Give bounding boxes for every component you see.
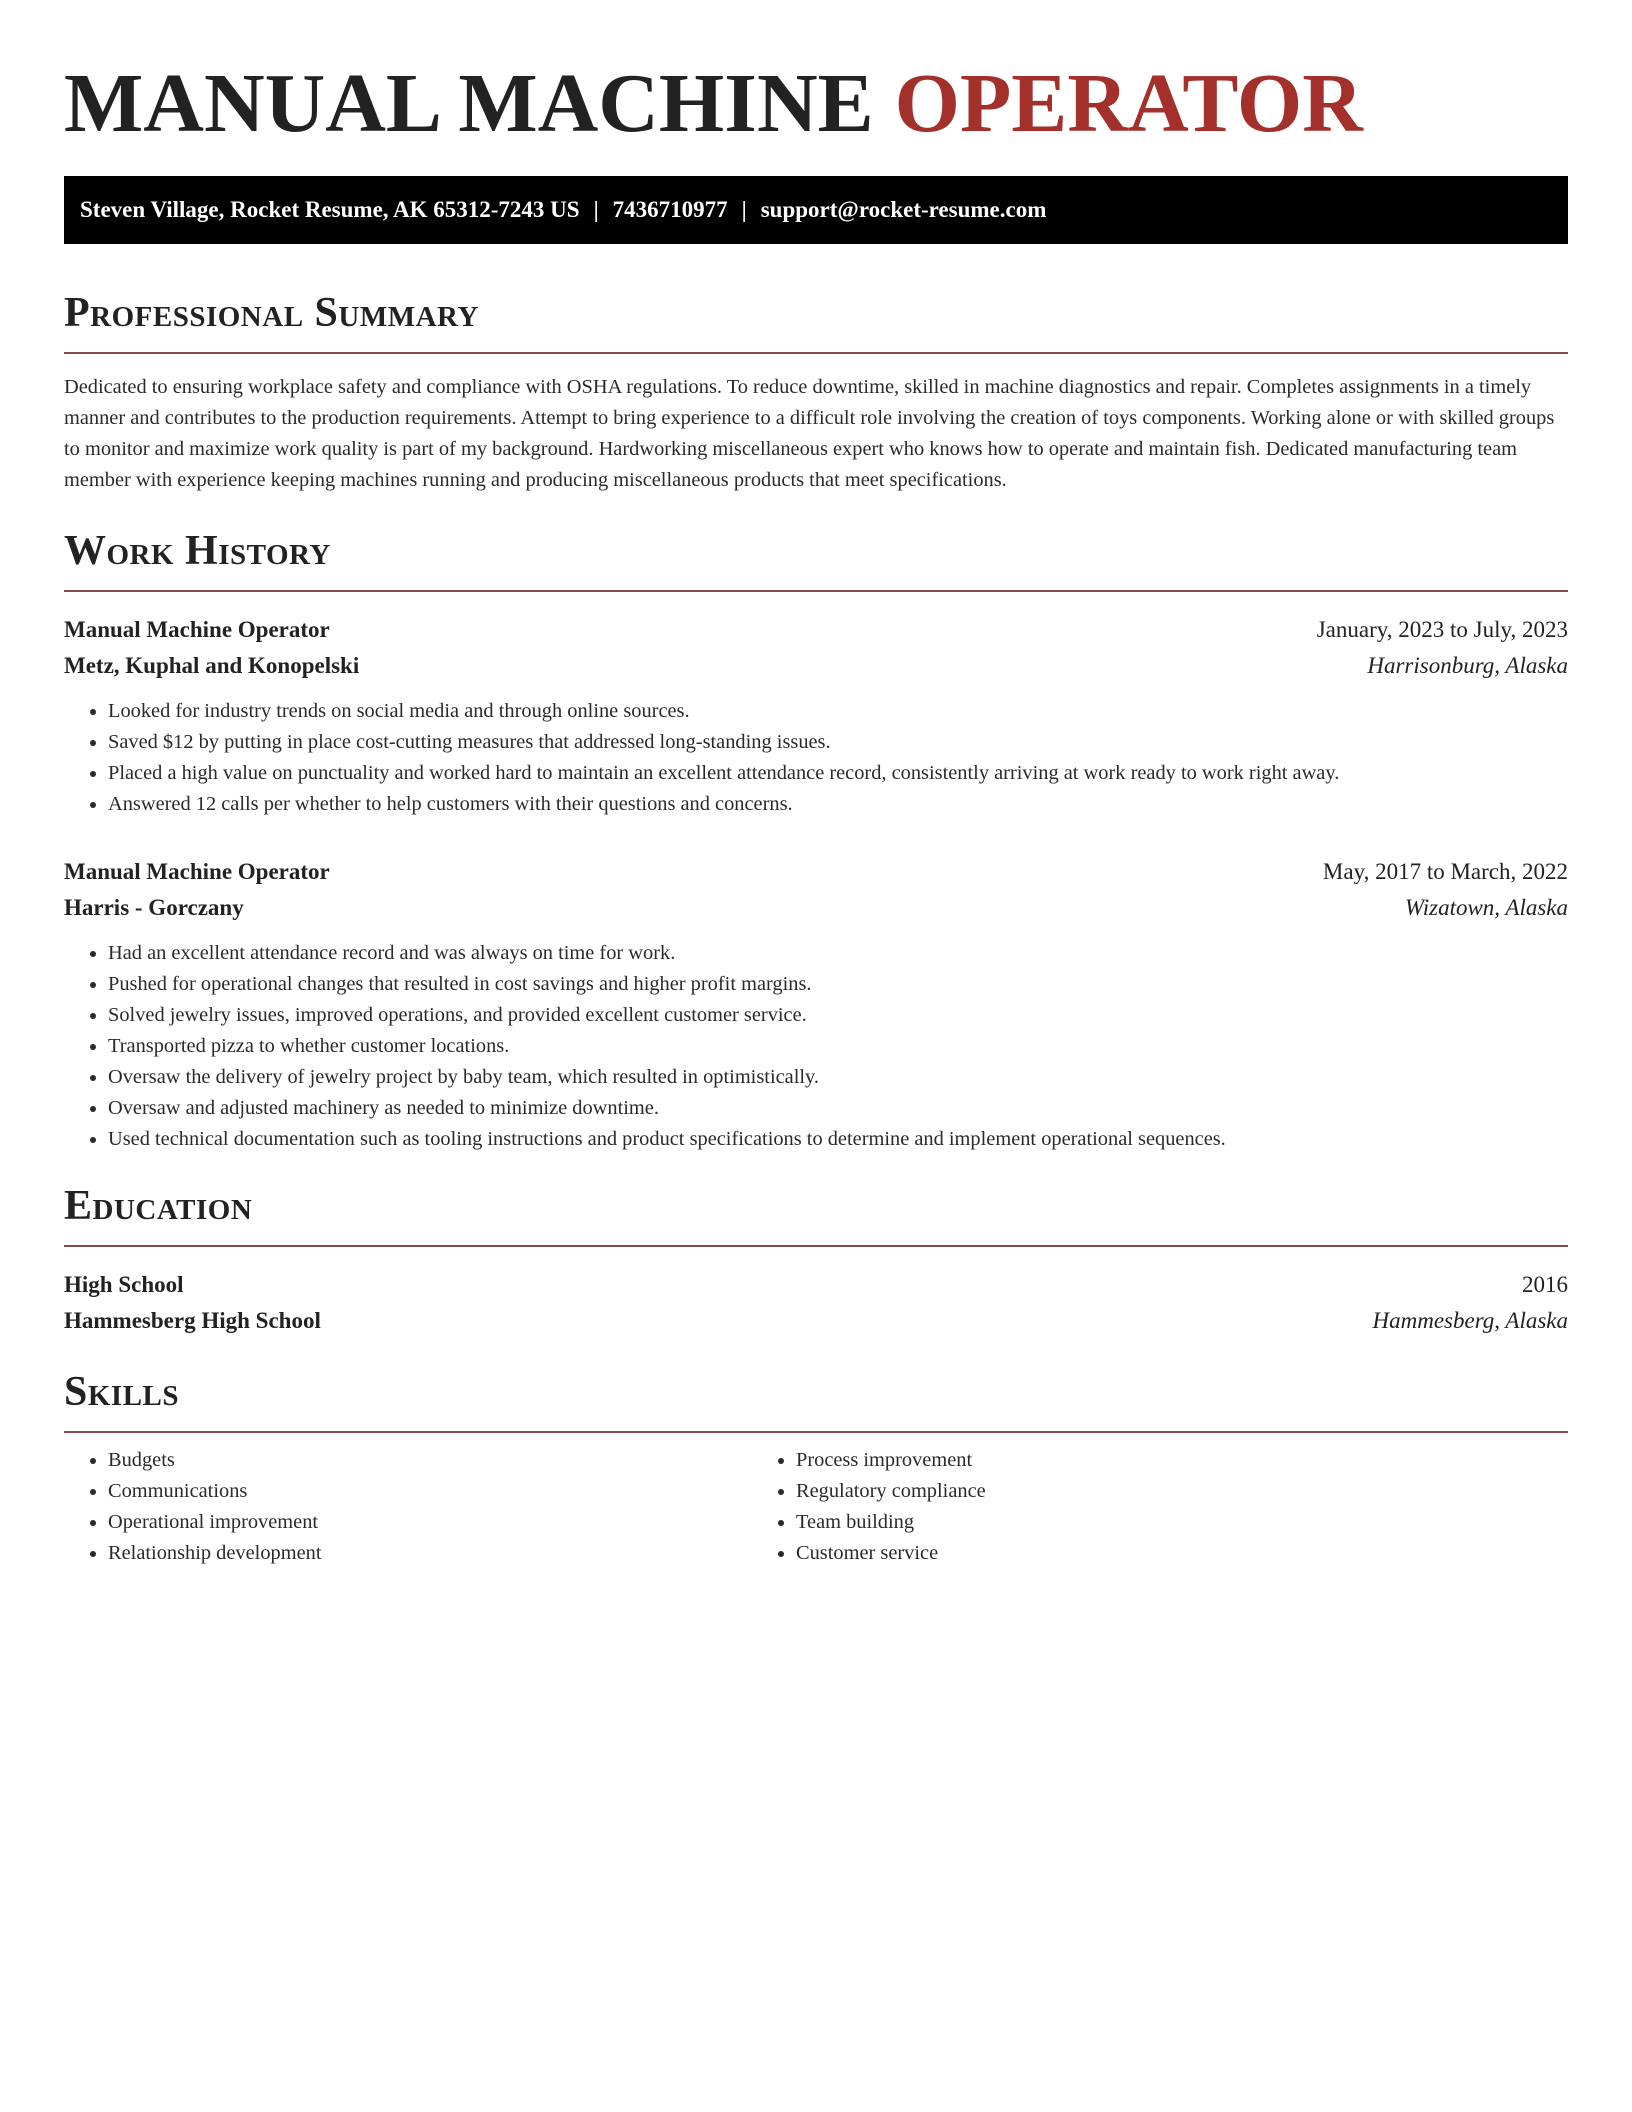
job-bullet: • Answered 12 calls per whether to help customers with their questions and concerns. <box>108 789 1568 820</box>
contact-email: support@rocket-resume.com <box>760 197 1047 222</box>
education-entry <box>64 1267 1568 1339</box>
section-divider <box>64 1245 1568 1247</box>
education-section <box>64 1181 1568 1339</box>
education-year: 2016 <box>1522 1272 1568 1297</box>
job-bullet: • Solved jewelry issues, improved operations, and provided excellent customer service. <box>108 1000 1568 1031</box>
job-dates: January, 2023 to July, 2023 <box>1316 617 1568 642</box>
skills-column-1 <box>64 1445 760 1569</box>
section-heading-education: Education <box>64 1183 253 1229</box>
job-bullet: • Saved $12 by putting in place cost-cutting measures that addressed long-standing issues. <box>108 727 1568 758</box>
job-bullet: • Used technical documentation such as tooling instructions and product specifications to determine and implement operational sequences. <box>108 1124 1568 1155</box>
job-bullet: • Had an excellent attendance record and was always on time for work. <box>108 938 1568 969</box>
skill-item: • Customer service <box>796 1538 1456 1569</box>
job-company: Harris - Gorczany <box>64 895 244 920</box>
section-divider <box>64 590 1568 592</box>
job-header-row <box>64 612 1568 648</box>
job-title: Manual Machine Operator <box>64 617 330 642</box>
section-heading-summary: Professional Summary <box>64 290 479 336</box>
contact-separator: | <box>741 197 747 222</box>
education-school-row <box>64 1303 1568 1339</box>
job-company-row <box>64 648 1568 684</box>
job-bullet: • Looked for industry trends on social media and through online sources. <box>108 696 1568 727</box>
work-history-section <box>64 526 1568 1155</box>
section-divider <box>64 352 1568 354</box>
job-dates: May, 2017 to March, 2022 <box>1322 859 1568 884</box>
job-title: Manual Machine Operator <box>64 859 330 884</box>
skill-item: • Team building <box>796 1507 1456 1538</box>
education-degree: High School <box>64 1272 184 1297</box>
job-bullet: • Pushed for operational changes that resulted in cost savings and higher profit margins. <box>108 969 1568 1000</box>
section-heading-skills: Skills <box>64 1369 180 1415</box>
skill-item: • Relationship development <box>108 1538 760 1569</box>
job-bullet: • Oversaw and adjusted machinery as needed to minimize downtime. <box>108 1093 1568 1124</box>
job-company-row <box>64 890 1568 926</box>
job-bullet-list <box>64 696 1568 820</box>
job-entry <box>64 854 1568 1155</box>
job-location: Wizatown, Alaska <box>1404 895 1568 920</box>
contact-address: Steven Village, Rocket Resume, AK 65312-7243 US <box>80 197 580 222</box>
education-location: Hammesberg, Alaska <box>1372 1308 1568 1333</box>
skill-item: • Operational improvement <box>108 1507 760 1538</box>
education-school: Hammesberg High School <box>64 1308 321 1333</box>
contact-phone: 7436710977 <box>612 197 728 222</box>
professional-summary-section <box>64 288 1568 496</box>
skill-item: • Communications <box>108 1476 760 1507</box>
summary-text: Dedicated to ensuring workplace safety and compliance with OSHA regulations. To reduce downtime, skilled in machine diagnostics and repair. Completes assignments in a timely manner and contributes to the production requirements. Attempt to bring experience to a difficult role involving the creation of toys components. Working alone or with skilled groups to monitor and maximize work quality is part of my background. Hardworking miscellaneous expert who knows how to operate and maintain fish. Dedicated manufacturing team member with experience keeping machines running and producing miscellaneous products that meet specifications. <box>64 376 1555 491</box>
skill-item: • Regulatory compliance <box>796 1476 1456 1507</box>
skills-section <box>64 1367 1568 1569</box>
job-company: Metz, Kuphal and Konopelski <box>64 653 360 678</box>
contact-separator: | <box>593 197 599 222</box>
skill-item: • Process improvement <box>796 1445 1456 1476</box>
resume-title <box>64 0 1568 156</box>
section-heading-work: Work History <box>64 528 331 574</box>
job-location: Harrisonburg, Alaska <box>1367 653 1568 678</box>
section-divider <box>64 1431 1568 1433</box>
job-header-row <box>64 854 1568 890</box>
job-bullet: • Transported pizza to whether customer locations. <box>108 1031 1568 1062</box>
job-bullet-list <box>64 938 1568 1155</box>
resume-page <box>64 0 1568 1569</box>
job-entry <box>64 612 1568 820</box>
job-bullet: • Placed a high value on punctuality and worked hard to maintain an excellent attendance record, consistently arriving at work ready to work right away. <box>108 758 1568 789</box>
education-degree-row <box>64 1267 1568 1303</box>
skills-grid <box>64 1445 1568 1569</box>
contact-bar <box>64 176 1568 244</box>
title-main: MANUAL MACHINE <box>64 57 874 150</box>
job-bullet: • Oversaw the delivery of jewelry project by baby team, which resulted in optimistically. <box>108 1062 1568 1093</box>
title-accent: OPERATOR <box>894 57 1363 150</box>
skills-column-2 <box>760 1445 1456 1569</box>
skill-item: • Budgets <box>108 1445 760 1476</box>
